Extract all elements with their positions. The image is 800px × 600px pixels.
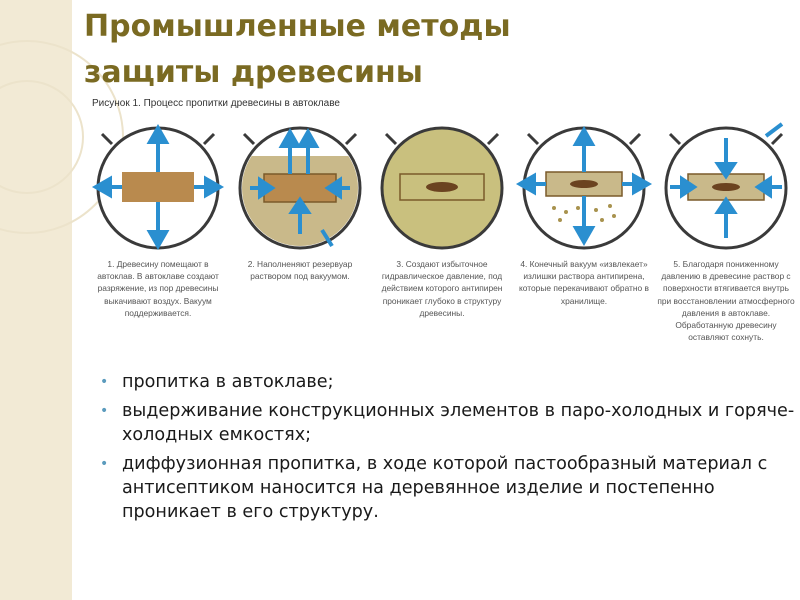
bullet-dot-icon: • [100,456,109,472]
slide-title-line-2: защиты древесины [84,55,423,90]
step-5-caption: 5. Благодаря пониженному давлению в древесине раствор с поверхности втягивается внутрь при восстановлении атмосферного давления в автоклаве. Обработанную древесину оставляют сохнуть. [657,259,795,343]
step-3-caption: 3. Создают избыточное гидравлическое давление, под действием которого антипирен проникает глубоко в структуру древесины. [381,259,503,318]
step-1-caption: 1. Древесину помещают в автоклав. В автоклаве создают разряжение, из пор древесины выкачивают воздух. Вакуум поддерживается. [97,259,219,318]
step-2-caption: 2. Наполненяют резервуар раствором под вакуумом. [247,259,353,282]
autoclave-process-figure [88,112,800,352]
title-area [0,0,800,100]
bullet-item [96,452,796,524]
methods-bullet-list [96,370,796,529]
slide-title-line-1: Промышленные методы [84,9,511,44]
autoclave-step-5-illustration [656,116,796,256]
bullet-text: пропитка в автоклаве; [122,372,334,392]
step-4-caption: 4. Конечный вакуум «извлекает» излишки раствора антипирена, которые перекачивают обратно в хранилище. [519,259,649,306]
impregnated-core [712,183,740,191]
bullet-item [96,399,796,447]
autoclave-step-4-illustration [514,116,654,256]
figure-caption: Рисунок 1. Процесс пропитки древесины в автоклаве [92,98,340,109]
slide-title [84,4,644,96]
autoclave-step-1-illustration [88,116,228,256]
impregnated-core [426,182,458,192]
autoclave-step-3-illustration [372,116,512,256]
bullet-item [96,370,796,394]
bullet-dot-icon: • [100,403,109,419]
bullet-text: выдерживание конструкционных элементов в паро-холодных и горяче-холодных емкостях; [122,401,795,445]
wood-block [122,172,194,202]
bullet-dot-icon: • [100,374,109,390]
impregnated-core [570,180,598,188]
bullet-text: диффузионная пропитка, в ходе которой пастообразный материал с антисептиком наносится на деревянное изделие и постепенно проникает в его структуру. [122,454,768,522]
autoclave-step-2-illustration [230,116,370,256]
